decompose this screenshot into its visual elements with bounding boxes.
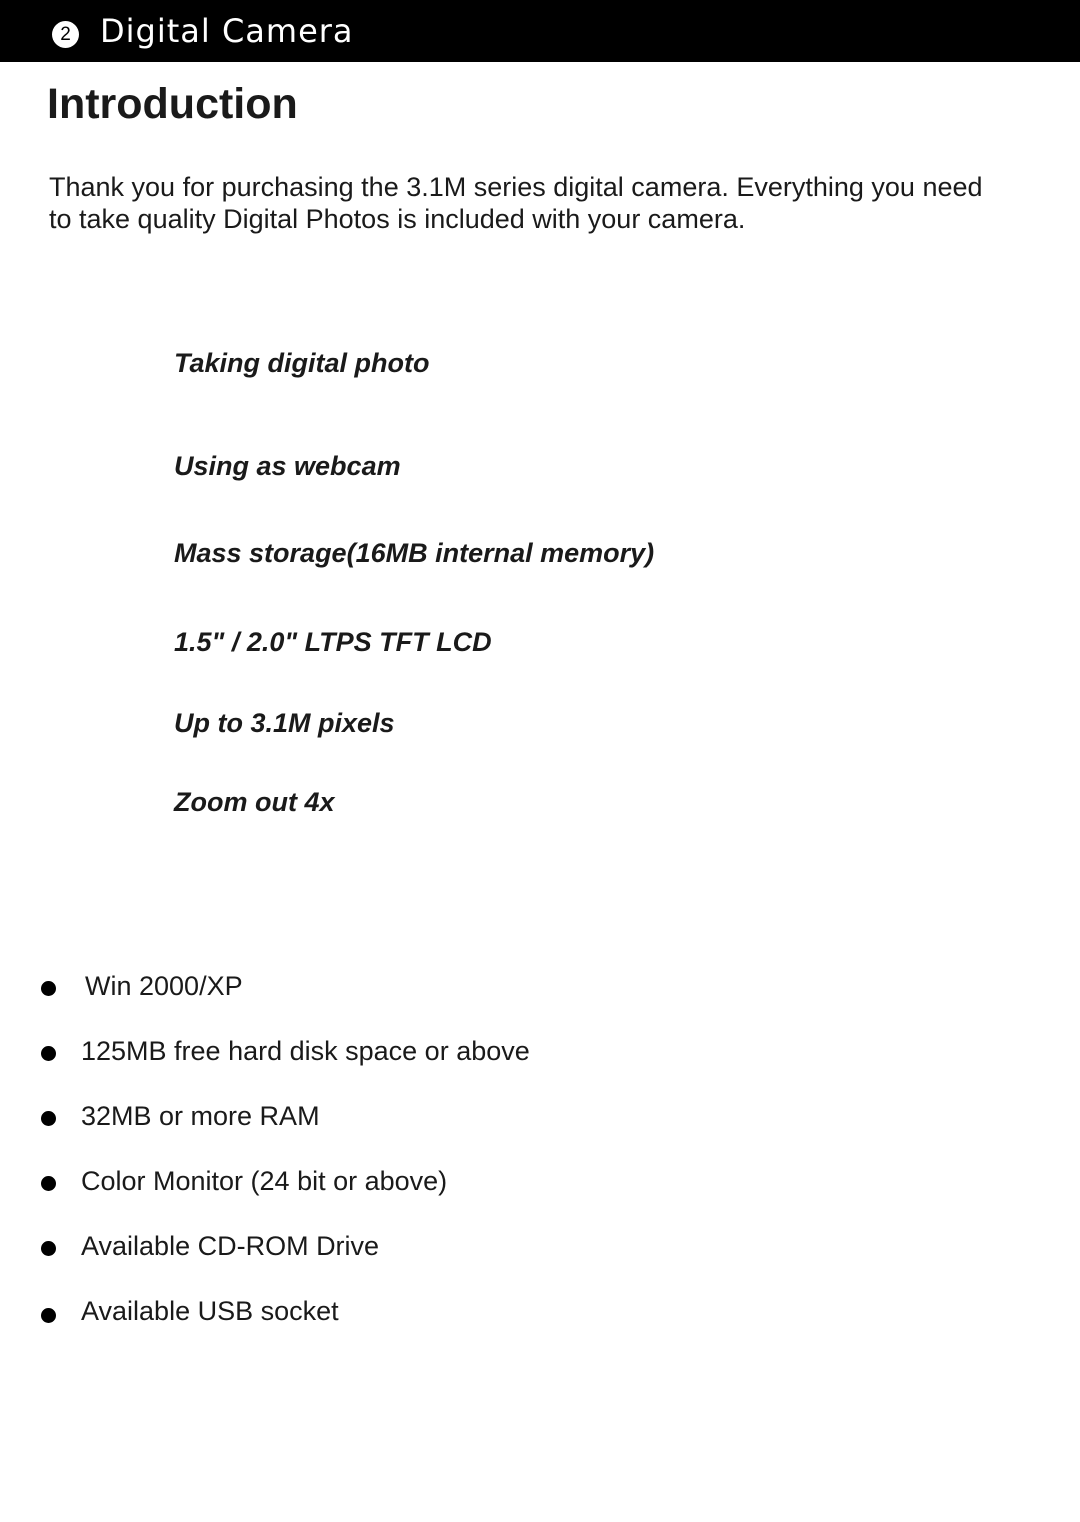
bullet-icon [41, 1176, 56, 1191]
intro-paragraph: Thank you for purchasing the 3.1M series digital camera. Everything you need to take quality Digital Photos is included with your camera. [49, 172, 983, 234]
bullet-icon [41, 1308, 56, 1323]
bullet-icon [41, 981, 56, 996]
requirement-text: Color Monitor (24 bit or above) [81, 1166, 448, 1196]
requirement-text: 32MB or more RAM [81, 1101, 320, 1131]
requirement-text: Available CD-ROM Drive [81, 1231, 380, 1261]
bullet-icon [41, 1046, 56, 1061]
page-number-badge: 2 [52, 21, 79, 48]
feature-item: Using as webcam [174, 451, 401, 481]
feature-item: Zoom out 4x [174, 787, 335, 817]
requirement-text: 125MB free hard disk space or above [81, 1036, 530, 1066]
requirement-text: Win 2000/XP [85, 971, 243, 1001]
feature-item: 1.5" / 2.0" LTPS TFT LCD [174, 627, 492, 657]
feature-item: Up to 3.1M pixels [174, 708, 395, 738]
header-title: Digital Camera [100, 12, 354, 50]
feature-item: Taking digital photo [174, 348, 430, 378]
bullet-icon [41, 1111, 56, 1126]
section-title: Introduction [47, 80, 298, 128]
header-bar [0, 0, 1080, 62]
requirement-text: Available USB socket [81, 1296, 339, 1326]
feature-item: Mass storage(16MB internal memory) [174, 538, 655, 568]
bullet-icon [41, 1241, 56, 1256]
